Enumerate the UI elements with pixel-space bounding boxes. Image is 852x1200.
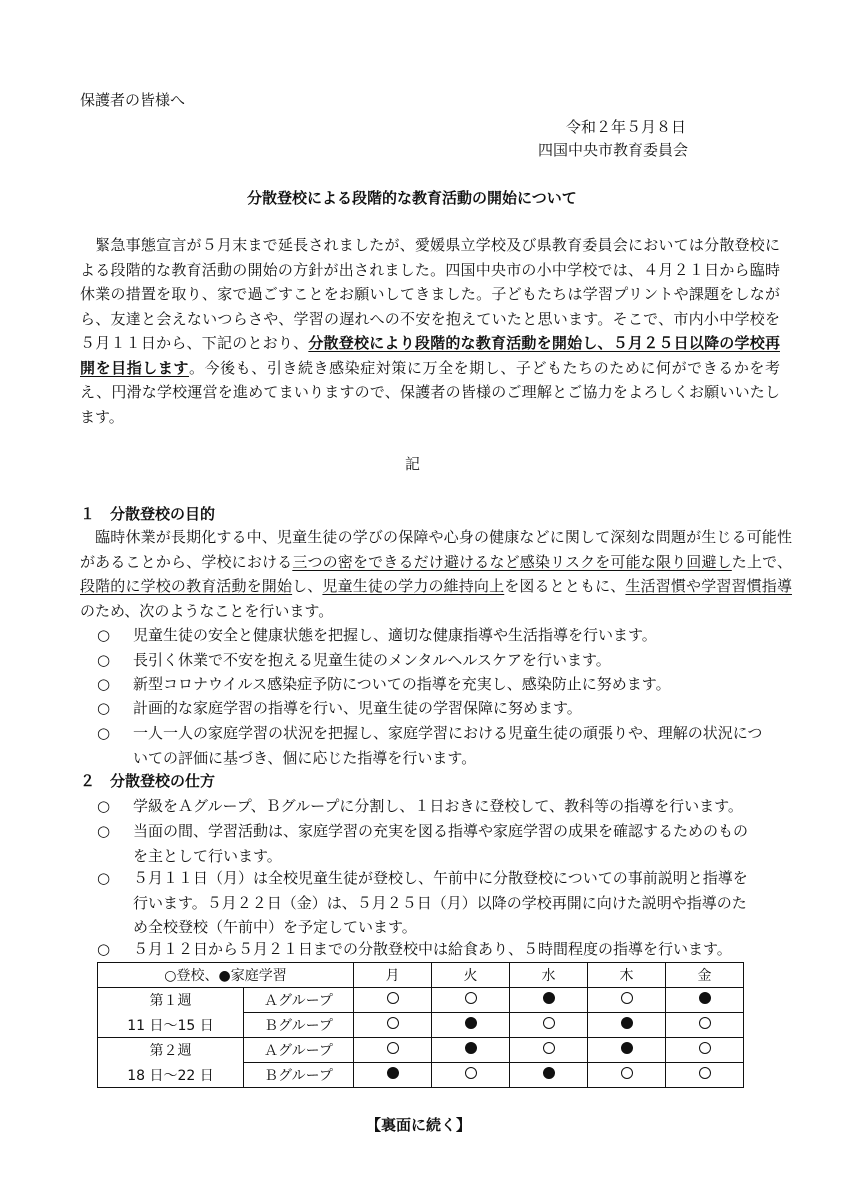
mark-cell (432, 988, 510, 1013)
mark (387, 1042, 399, 1054)
list-item (97, 649, 611, 671)
footer-note: 【裏面に続く】 (366, 1116, 472, 1134)
mark-cell (666, 988, 744, 1013)
mark (699, 1017, 711, 1029)
mark (621, 1067, 633, 1079)
list-item-text: 児童生徒の安全と健康状態を把握し、適切な健康指導や生活指導を行います。 (133, 626, 657, 644)
s1-underline-2: 段階的に学校の教育活動を開始 (80, 577, 293, 595)
mark (543, 992, 555, 1004)
table-row (98, 1013, 744, 1038)
mark (543, 1042, 555, 1054)
mark (699, 992, 711, 1004)
day-header: 水 (510, 963, 588, 988)
list-item-text: 学級をＡグループ、Ｂグループに分割し、１日おきに登校して、教科等の指導を行います。 (133, 797, 743, 815)
mark-cell (588, 1038, 666, 1063)
day-header: 月 (354, 963, 432, 988)
mark-cell (666, 1063, 744, 1088)
mark (621, 992, 633, 1004)
s1-text-3: し、 (292, 577, 323, 595)
table-header-row (98, 963, 744, 988)
mark (387, 1067, 399, 1079)
mark (699, 1067, 711, 1079)
list-item (97, 673, 671, 695)
group-label: Ａグループ (244, 988, 354, 1013)
list-item (97, 795, 743, 817)
bullet: ○ (97, 724, 111, 742)
s1-text-5: のため、次のようなことを行います。 (80, 601, 334, 620)
intro-text-c: 。今後も、引き続き感染症対策に万全を期し、子どもたちのために何ができるかを考え、円滑な学校運営を進めてまいりますので、保護者の皆様のご理解とご協力をよろしくお願いいたします。 (80, 358, 780, 426)
mark-cell (588, 1013, 666, 1038)
section1-heading: １ 分散登校の目的 (80, 505, 216, 523)
week-label: 第２週 (98, 1038, 244, 1063)
list-item-text: 新型コロナウイルス感染症予防についての指導を充実し、感染防止に努めます。 (133, 675, 671, 693)
list-item-text: ５月１２日から５月２１日までの分散登校中は給食あり、５時間程度の指導を行います。 (133, 940, 732, 958)
mark (387, 992, 399, 1004)
list-item (97, 697, 582, 719)
intro-paragraph (80, 233, 780, 429)
document-title: 分散登校による段階的な教育活動の開始について (247, 189, 577, 207)
mark (465, 992, 477, 1004)
group-label: Ｂグループ (244, 1013, 354, 1038)
list-item (97, 819, 757, 868)
bullet: ○ (97, 940, 111, 958)
week-range: 18 日～22 日 (98, 1063, 244, 1088)
s1-underline-4: 生活習慣や学習習慣指導 (625, 577, 792, 595)
mark-cell (588, 1063, 666, 1088)
list-item-text: ５月１１日（月）は全校児童生徒が登校し、午前中に分散登校についての事前説明と指導を行います。５月２２日（金）は、５月２５日（月）以降の学校再開に向けた説明や指導のため全校登校（午前中）を予定しています。 (133, 869, 748, 936)
day-header: 金 (666, 963, 744, 988)
legend-cell: ○登校、●家庭学習 (98, 963, 354, 988)
bullet: ○ (97, 869, 111, 887)
issuer: 四国中央市教育委員会 (538, 141, 689, 159)
s1-underline-3: 児童生徒の学力の維持向上 (322, 577, 505, 595)
mark (465, 1067, 477, 1079)
bullet: ○ (97, 675, 111, 693)
group-label: Ｂグループ (244, 1063, 354, 1088)
intro-emphasis: 分散登校により段階的な教育活動を開始し、５月２５日以降の学校再開を目指します (80, 334, 780, 377)
intro-text-a: 緊急事態宣言が５月末まで延長されましたが、愛媛県立学校及び県教育委員会においては分散登校による段階的な教育活動の開始の方針が出されました。四国中央市の小中学校では、４月２１日から臨時休業の措置を取り、家で過ごすことをお願いしてきました。子どもたちは学習プリントや課題をしながら、友達と会えないつらさや、学習の遅れへの不安を抱えていたと思います。そこで、市内小中学校を５月１１日から、下記のとおり、 (80, 236, 780, 352)
mark (543, 1017, 555, 1029)
mark-cell (432, 1038, 510, 1063)
list-item (97, 721, 777, 770)
week-range: 11 日～15 日 (98, 1013, 244, 1038)
mark (699, 1042, 711, 1054)
date: 令和２年５月８日 (566, 118, 687, 136)
group-label: Ａグループ (244, 1038, 354, 1063)
bullet: ○ (97, 797, 111, 815)
table-row (98, 1063, 744, 1088)
list-item (97, 866, 752, 940)
bullet: ○ (97, 699, 111, 717)
mark-cell (354, 1013, 432, 1038)
mark-cell (510, 1038, 588, 1063)
mark-cell (588, 988, 666, 1013)
s1-underline-1: 三つの密をできるだけ避けるなど感染リスクを可能な限り回避し (292, 552, 732, 571)
bullet: ○ (97, 651, 111, 669)
mark (387, 1017, 399, 1029)
list-item (97, 624, 657, 646)
bullet: ○ (97, 626, 111, 644)
ki-mark: 記 (405, 455, 421, 473)
day-header: 火 (432, 963, 510, 988)
mark (465, 1042, 477, 1054)
mark-cell (432, 1013, 510, 1038)
mark (465, 1017, 477, 1029)
section2-heading: ２ 分散登校の仕方 (80, 772, 216, 790)
s1-text-4: を図るとともに、 (504, 577, 626, 595)
day-header: 木 (588, 963, 666, 988)
mark-cell (354, 1038, 432, 1063)
mark-cell (432, 1063, 510, 1088)
list-item-text: 計画的な家庭学習の指導を行い、児童生徒の学習保障に努めます。 (133, 699, 582, 717)
mark (621, 1042, 633, 1054)
section1-paragraph (80, 525, 792, 623)
list-item-text: 一人一人の家庭学習の状況を把握し、家庭学習における児童生徒の頑張りや、理解の状況についての評価に基づき、個に応じた指導を行います。 (133, 724, 763, 767)
list-item-text: 長引く休業で不安を抱える児童生徒のメンタルヘルスケアを行います。 (133, 651, 611, 669)
mark-cell (666, 1038, 744, 1063)
table-row (98, 1038, 744, 1063)
mark-cell (354, 988, 432, 1013)
week-label: 第１週 (98, 988, 244, 1013)
schedule-table (97, 962, 744, 1088)
addressee: 保護者の皆様へ (80, 91, 186, 109)
bullet: ○ (97, 822, 111, 840)
mark-cell (666, 1013, 744, 1038)
table-row (98, 988, 744, 1013)
mark (543, 1067, 555, 1079)
list-item-text: 当面の間、学習活動は、家庭学習の充実を図る指導や家庭学習の成果を確認するためのものを主として行います。 (133, 822, 749, 865)
s1-text-2: た上で、 (731, 552, 792, 571)
mark-cell (510, 1063, 588, 1088)
mark-cell (354, 1063, 432, 1088)
s1-text-1: 臨時休業が長期化する中、児童生徒の学びの保障や心身の健康などに関して深刻な問題が生じる可能性があることから、学校における (80, 528, 792, 571)
mark-cell (510, 1013, 588, 1038)
mark (621, 1017, 633, 1029)
mark-cell (510, 988, 588, 1013)
list-item (97, 938, 732, 960)
